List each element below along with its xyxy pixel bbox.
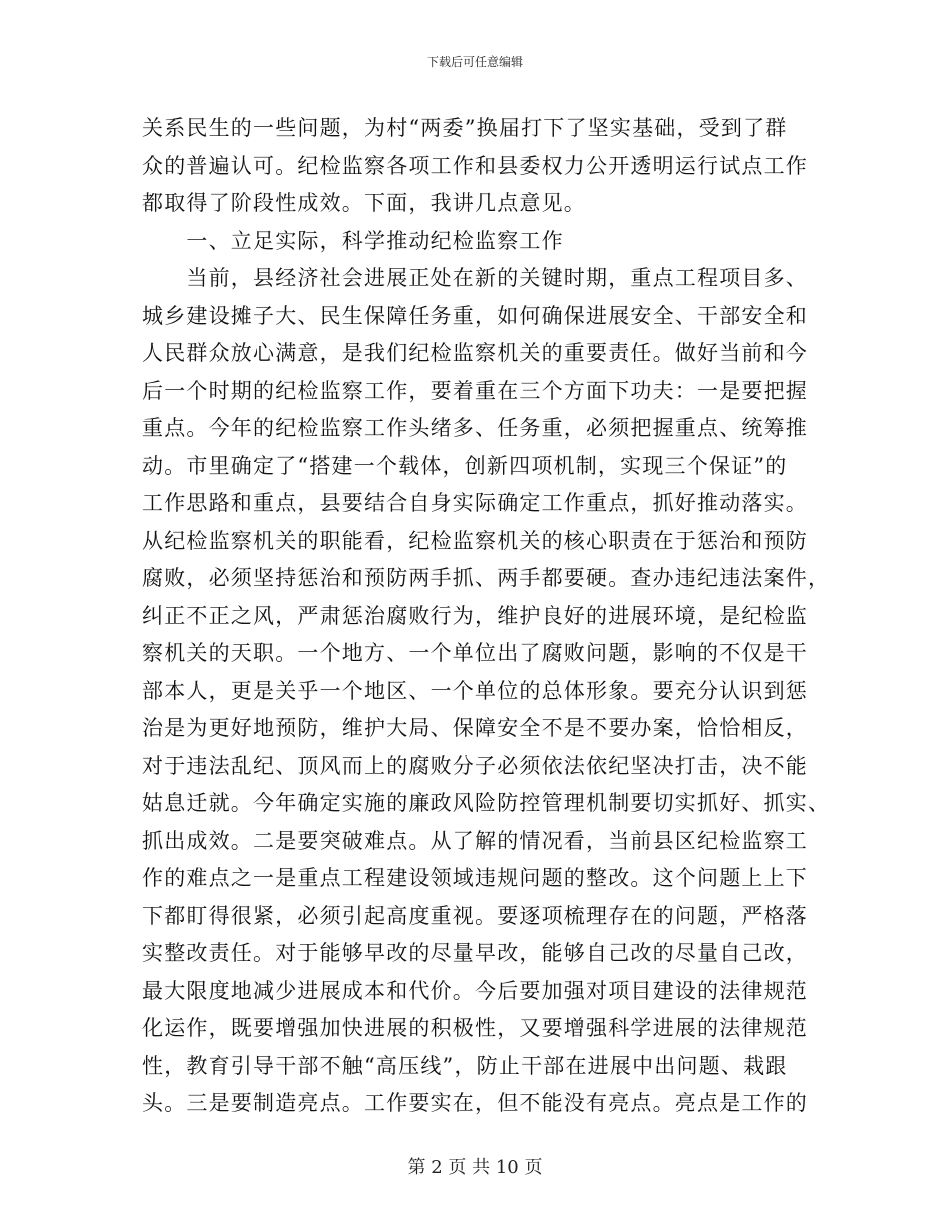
section-heading: 一、立足实际，科学推动纪检监察工作: [142, 228, 564, 253]
text-line: 抓出成效。二是要突破难点。从了解的情况看，当前县区纪检监察工: [142, 828, 808, 853]
page-header: 下载后可任意编辑: [426, 55, 523, 69]
text-line: 后一个时期的纪检监察工作，要着重在三个方面下功夫：一是要把握: [142, 378, 808, 403]
text-line: 性，教育引导干部不触“高压线”，防止干部在进展中出问题、栽跟: [142, 1053, 788, 1078]
text-line: 关系民生的一些问题，为村“两委”换届打下了坚实基础，受到了群: [142, 116, 788, 140]
text-line: 治是为更好地预防，维护大局、保障安全不是不要办案，恰恰相反，: [142, 716, 808, 740]
text-line: 实整改责任。对于能够早改的尽量早改，能够自己改的尽量自己改，: [142, 941, 808, 965]
text-line: 察机关的天职。一个地方、一个单位出了腐败问题，影响的不仅是干: [142, 641, 808, 665]
text-line: 头。三是要制造亮点。工作要实在，但不能没有亮点。亮点是工作的: [142, 1091, 808, 1115]
text-line: 工作思路和重点，县要结合自身实际确定工作重点，抓好推动落实。: [142, 491, 808, 515]
text-line: 当前，县经济社会进展正处在新的关键时期，重点工程项目多、: [142, 266, 808, 290]
text-line: 对于违法乱纪、顶风而上的腐败分子必须依法依纪坚决打击，决不能: [142, 753, 808, 778]
text-line: 城乡建设摊子大、民生保障任务重，如何确保进展安全、干部安全和: [142, 303, 808, 328]
body-text: [142, 110, 831, 1123]
text-line: 重点。今年的纪检监察工作头绪多、任务重，必须把握重点、统筹推: [142, 416, 808, 440]
text-line: 众的普遍认可。纪检监察各项工作和县委权力公开透明运行试点工作: [142, 153, 808, 178]
text-line: 从纪检监察机关的职能看，纪检监察机关的核心职责在于惩治和预防: [142, 528, 808, 553]
page-footer: 第 2 页 共 10 页: [407, 1157, 543, 1178]
text-line: 腐败，必须坚持惩治和预防两手抓、两手都要硬。查办违纪违法案件，: [142, 566, 831, 590]
text-line: 下都盯得很紧，必须引起高度重视。要逐项梳理存在的问题，严格落: [142, 903, 808, 928]
text-line: 动。市里确定了“搭建一个载体，创新四项机制，实现三个保证”的: [142, 453, 788, 478]
text-line: 化运作，既要增强加快进展的积极性，又要增强科学进展的法律规范: [142, 1016, 808, 1040]
text-line: 都取得了阶段性成效。下面，我讲几点意见。: [142, 191, 586, 215]
text-line: 纠正不正之风，严肃惩治腐败行为，维护良好的进展环境，是纪检监: [142, 603, 808, 628]
text-line: 最大限度地减少进展成本和代价。今后要加强对项目建设的法律规范: [142, 978, 808, 1003]
text-line: 人民群众放心满意，是我们纪检监察机关的重要责任。做好当前和今: [142, 341, 808, 365]
text-line: 部本人，更是关乎一个地区、一个单位的总体形象。要充分认识到惩: [142, 678, 808, 703]
text-line: 作的难点之一是重点工程建设领域违规问题的整改。这个问题上上下: [142, 866, 808, 890]
text-line: 姑息迁就。今年确定实施的廉政风险防控管理机制要切实抓好、抓实、: [142, 791, 831, 815]
